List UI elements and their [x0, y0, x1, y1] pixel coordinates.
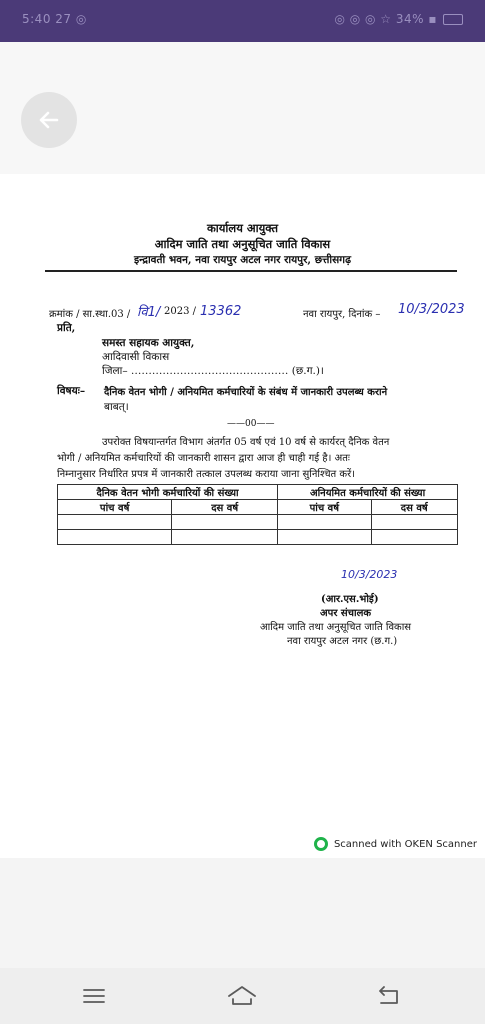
back-nav-icon [372, 980, 404, 1012]
doc-header-line3: इन्द्रावती भवन, नवा रायपुर अटल नगर रायपुर, छत्तीसगढ़ [133, 254, 352, 266]
status-time: 5:40 27 ◎ [22, 12, 87, 26]
divider: ——00—— [227, 419, 275, 429]
scanner-logo-icon [314, 837, 328, 851]
signatory-name: (आर.एस.भोई) [321, 594, 379, 605]
viewer-bottom-area [0, 858, 485, 968]
table-group-irregular: अनियमित कर्मचारियों की संख्या [278, 485, 458, 500]
doc-header-line1: कार्यालय आयुक्त [206, 221, 279, 235]
subject-line2: बाबत्। [104, 401, 129, 413]
document-image[interactable] [0, 174, 485, 858]
signatory-title: अपर संचालक [320, 608, 372, 619]
menu-button[interactable] [78, 980, 110, 1012]
date-handwritten: 10/3/2023 [398, 302, 465, 317]
ref-label: क्रमांक / सा.स्था.03 / [49, 309, 131, 320]
table-sub-ten-years: दस वर्ष [172, 500, 278, 515]
date-label: नवा रायपुर, दिनांक – [303, 309, 381, 320]
doc-header-line2: आदिम जाति तथा अनुसूचित जाति विकास [154, 237, 331, 251]
scanner-text: Scanned with OKEN Scanner [333, 838, 477, 850]
body-line2: भोगी / अनियमित कर्मचारियों की जानकारी शासन द्वारा आज ही चाही गई है। अतः [57, 453, 350, 464]
table-sub-five-years: पांच वर्ष [58, 500, 172, 515]
table-sub-ten-years-2: दस वर्ष [371, 500, 458, 515]
menu-icon [78, 980, 110, 1012]
subject-label: विषयः– [57, 385, 86, 397]
status-bar [0, 0, 485, 42]
ref-number: 13362 [200, 304, 242, 319]
signatory-place: नवा रायपुर अटल नगर (छ.ग.) [287, 636, 398, 647]
table-sub-five-years-2: पांच वर्ष [278, 500, 371, 515]
body-line1: उपरोक्त विषयान्तर्गत विभाग अंतर्गत 05 वर्ष एवं 10 वर्ष से कार्यरत् दैनिक वेतन [102, 437, 390, 448]
ref-handwritten: वि1/ [137, 305, 161, 320]
home-icon [226, 980, 258, 1012]
status-indicators: ◎ ◎ ◎ ☆ 34% ▪ [334, 12, 437, 26]
signatory-dept: आदिम जाति तथा अनुसूचित जाति विकास [260, 622, 412, 633]
table-group-daily-wage: दैनिक वेतन भोगी कर्मचारियों की संख्या [58, 485, 278, 500]
ref-year: 2023 / [164, 306, 196, 317]
signature-handwritten: 10/3/2023 [341, 568, 398, 581]
table-row [58, 530, 458, 545]
header-rule [45, 270, 457, 272]
info-table [57, 484, 458, 545]
to-line1: समस्त सहायक आयुक्त, [102, 337, 195, 349]
to-line3: जिला– ……………………………………… (छ.ग.)। [102, 365, 324, 377]
table-row [58, 515, 458, 530]
back-button[interactable] [21, 92, 77, 148]
battery-icon [443, 14, 463, 25]
arrow-left-icon [35, 106, 63, 134]
scanner-watermark [314, 837, 477, 851]
back-nav-button[interactable] [372, 980, 404, 1012]
navigation-bar [0, 968, 485, 1024]
body-line3: निम्नानुसार निर्धारित प्रपत्र में जानकारी तत्काल उपलब्ध कराया जाना सुनिश्चित करें। [57, 469, 355, 480]
prati-label: प्रति, [57, 322, 76, 334]
subject-line1: दैनिक वेतन भोगी / अनियमित कर्मचारियों के संबंध में जानकारी उपलब्ध कराने [104, 387, 388, 398]
to-line2: आदिवासी विकास [102, 351, 170, 363]
home-button[interactable] [226, 980, 258, 1012]
